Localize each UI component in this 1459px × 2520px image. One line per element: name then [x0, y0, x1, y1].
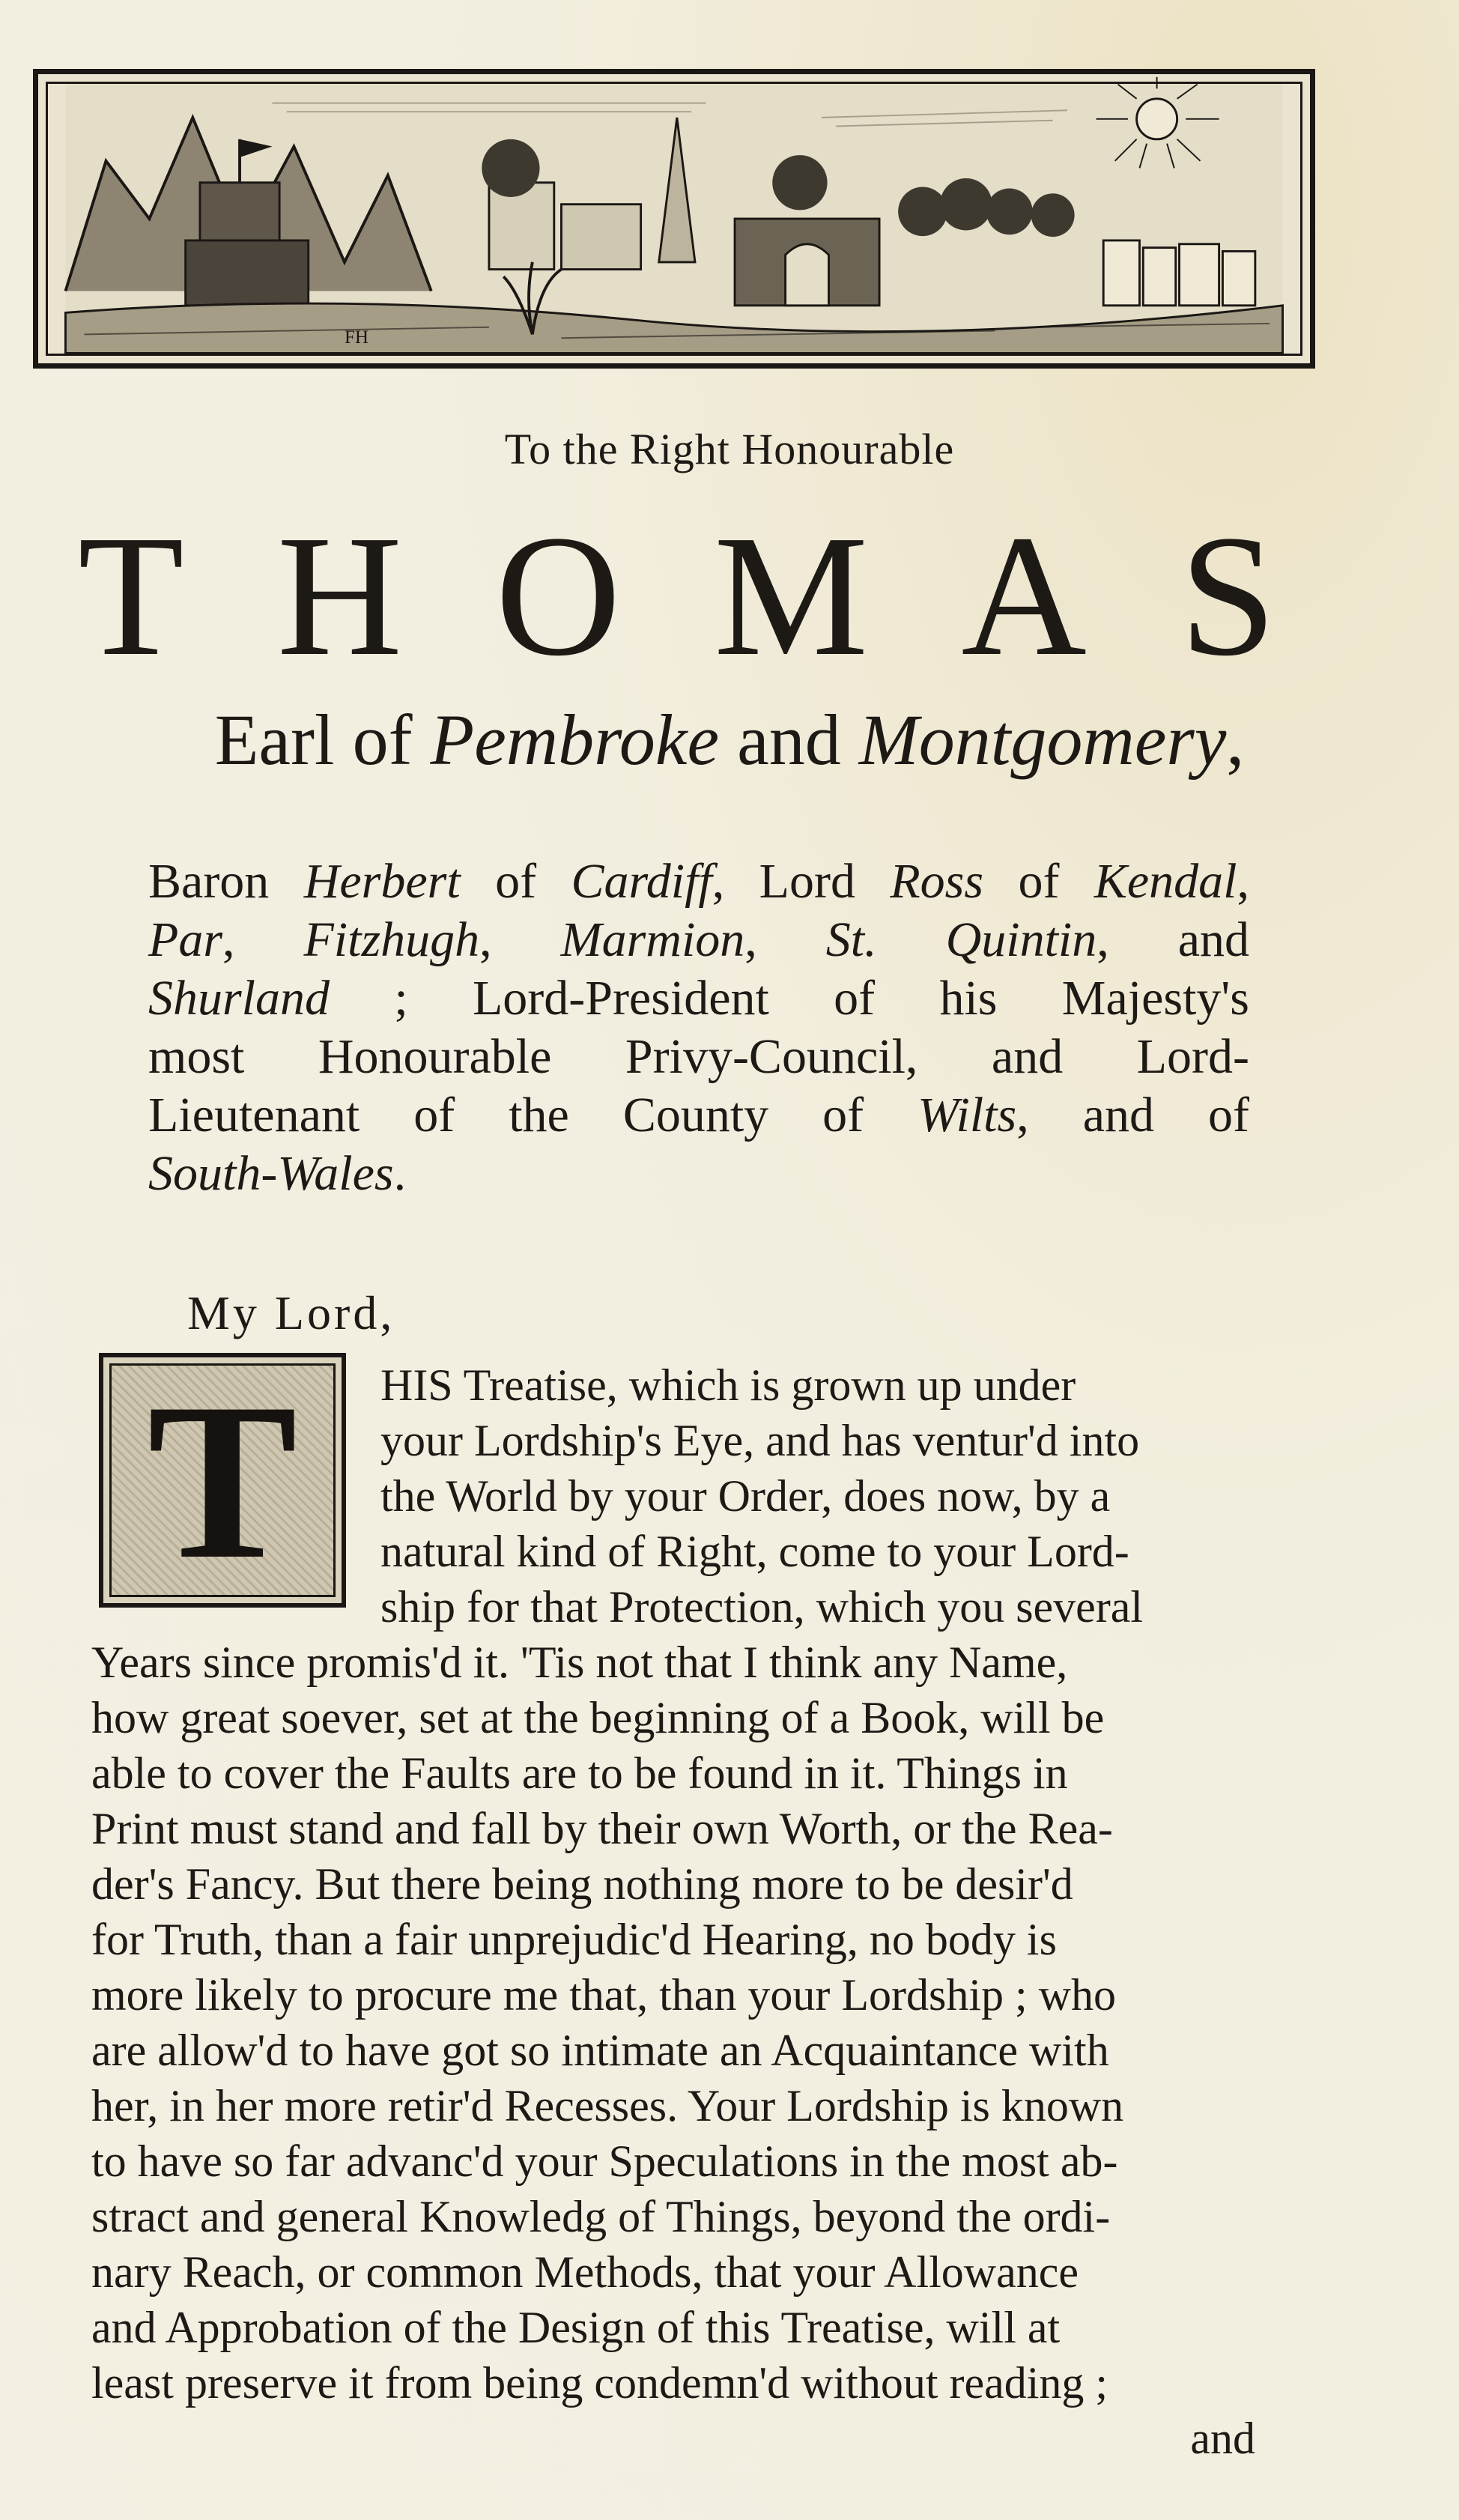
- body-text-line: nary Reach, or common Methods, that your Allowance: [91, 2247, 1079, 2297]
- name-letter: M: [714, 500, 869, 692]
- drop-cap: [99, 1353, 346, 1608]
- salutation: My Lord,: [187, 1286, 395, 1339]
- name-letter: S: [1179, 500, 1276, 692]
- body-text-line: and Approbation of the Design of this Treatise, will at: [91, 2303, 1061, 2352]
- earl-mid: and: [719, 700, 859, 780]
- titles-italic-text: Ross: [890, 854, 984, 909]
- body-text-line: how great soever, set at the beginning of a Book, will be: [91, 1693, 1105, 1742]
- titles-italic-text: Par: [148, 912, 222, 967]
- earl-italic-1: Pembroke: [430, 700, 720, 780]
- body-text-line: least preserve it from being condemn'd without reading ;: [91, 2358, 1108, 2408]
- titles-text: ; Lord-President of his Majesty's: [330, 971, 1249, 1026]
- titles-italic-text: Herbert: [303, 854, 461, 909]
- titles-italic-text: St. Quintin: [825, 912, 1097, 967]
- titles-text: ,: [744, 912, 826, 967]
- drop-cap-letter: T: [147, 1357, 298, 1605]
- name-letter: O: [495, 500, 621, 692]
- titles-text: , Lord: [712, 854, 891, 909]
- body-text-line: Print must stand and fall by their own Worth, or the Rea-: [91, 1804, 1113, 1853]
- body-text-line: the World by your Order, does now, by a: [380, 1471, 1111, 1521]
- titles-italic-text: South-Wales: [148, 1146, 394, 1201]
- body-text-line: ship for that Protection, which you several: [380, 1582, 1144, 1632]
- titles-text: ,: [479, 912, 561, 967]
- titles-text: ,: [222, 912, 304, 967]
- name-letter: T: [78, 500, 184, 692]
- titles-line: [148, 969, 1249, 1028]
- titles-line: [148, 852, 1249, 911]
- earl-post: ,: [1226, 700, 1245, 780]
- name-letter: H: [276, 500, 403, 692]
- titles-line: [148, 1145, 1249, 1203]
- titles-text: of: [983, 854, 1094, 909]
- titles-text: of: [460, 854, 571, 909]
- titles-block: [148, 852, 1249, 1203]
- body-text-line: stract and general Knowledg of Things, beyond the ordi-: [91, 2192, 1111, 2241]
- body-text-line: are allow'd to have got so intimate an Acquaintance with: [91, 2026, 1109, 2075]
- headpiece-engraving: [33, 69, 1315, 369]
- titles-text: , and of: [1016, 1088, 1249, 1142]
- body-text-line: to have so far advanc'd your Speculations in the most ab-: [91, 2136, 1118, 2186]
- titles-italic-text: Fitzhugh: [303, 912, 480, 967]
- titles-italic-text: Marmion: [560, 912, 745, 967]
- dedicatee-name: [78, 500, 1276, 692]
- body-text-line: able to cover the Faults are to be found in it. Things in: [91, 1748, 1068, 1798]
- body-text-line: your Lordship's Eye, and has ventur'd into: [380, 1416, 1140, 1465]
- titles-text: Baron: [148, 854, 304, 909]
- earl-title: [0, 698, 1459, 781]
- titles-text: Lieutenant of the County of: [148, 1088, 918, 1142]
- titles-italic-text: Shurland: [148, 971, 330, 1026]
- body-text-line: natural kind of Right, come to your Lord-: [380, 1527, 1129, 1576]
- titles-italic-text: Wilts: [917, 1088, 1017, 1142]
- titles-line: [148, 1086, 1249, 1145]
- body-text-line: for Truth, than a fair unprejudic'd Hearing, no body is: [91, 1915, 1057, 1964]
- engraver-initials: FH: [344, 327, 369, 348]
- titles-text: , and: [1096, 912, 1250, 967]
- titles-line: [148, 1028, 1249, 1086]
- name-letter: A: [961, 500, 1087, 692]
- titles-italic-text: Cardiff: [571, 854, 712, 909]
- titles-line: [148, 911, 1249, 969]
- titles-text: .: [393, 1146, 407, 1201]
- body-text-line: her, in her more retir'd Recesses. Your Lordship is known: [91, 2081, 1124, 2130]
- titles-italic-text: Kendal: [1094, 854, 1237, 909]
- earl-italic-2: Montgomery: [858, 700, 1227, 780]
- body-text-line: and: [1190, 2414, 1255, 2463]
- landscape-engraving-icon: [38, 74, 1310, 363]
- body-text-line: der's Fancy. But there being nothing more to be desir'd: [91, 1859, 1073, 1909]
- titles-text: most Honourable Privy-Council, and Lord-: [148, 1029, 1249, 1084]
- earl-pre: Earl of: [214, 700, 431, 780]
- body-text-line: Years since promis'd it. 'Tis not that I think any Name,: [91, 1638, 1068, 1687]
- dedication-intro: To the Right Honourable: [504, 425, 955, 473]
- body-text-line: HIS Treatise, which is grown up under: [380, 1360, 1076, 1410]
- titles-text: ,: [1237, 854, 1249, 909]
- body-text-line: more likely to procure me that, than your Lordship ; who: [91, 1970, 1117, 2020]
